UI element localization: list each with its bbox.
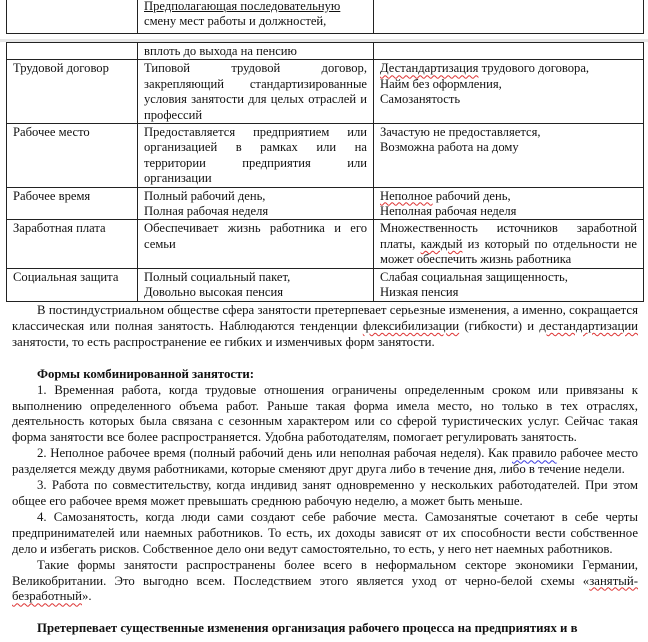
bottom-bold-line: Претерпевает существенные изменения организация рабочего процесса на предприятиях и в [37, 621, 578, 636]
spellcheck-word: каждый [420, 236, 463, 251]
table-cell [374, 220, 644, 268]
table-cell [138, 268, 374, 301]
cell-line: Возможна работа на дому [380, 140, 519, 155]
table-fragment-top [6, 0, 644, 34]
cell-text: рабочий день, [432, 188, 511, 203]
table-cell [374, 124, 644, 188]
cell-line: смену мест работы и должностей, [144, 14, 327, 29]
spellcheck-word: занятый-безработный [12, 573, 638, 604]
cell-line: Найм без оформления, [380, 76, 502, 91]
text-span: занятости, то есть распространение ее гибких и изменчивых форм занятости. [12, 334, 435, 349]
table-cell [7, 0, 138, 34]
table-cell: Типовой трудовой договор, закрепляющий стандартизированные условия занятости для целых отраслей и профессий [138, 60, 374, 124]
row-label: Рабочее время [7, 187, 138, 220]
cell-line: Слабая социальная защищенность, [380, 269, 568, 284]
blank-line [12, 351, 638, 367]
table-cell: Обеспечивает жизнь работника и его семьи [138, 220, 374, 268]
list-item: 1. Временная работа, когда трудовые отношения ограничены определенным сроком или привязаны к выполнению определенного объема работ. Раньше такая форма имела место, но только в тех отраслях, деятельность которых была связана с сезонным характером или со сферой туристических услуг. Сейчас такая форма занятости все более распространяется. Удобна работодателям, помогает регулировать занятость. [12, 382, 638, 445]
cell-text: Множественность источников заработной платы, [380, 221, 637, 251]
cell-line [380, 61, 637, 76]
cell-line [380, 189, 637, 204]
table-cell [7, 43, 138, 60]
forms-heading: Формы комбинированной занятости: [37, 366, 254, 381]
text-span: В постиндустриальном обществе сфера занятости претерпевает серьезные изменения, а именно, сокращается классическая или полная занятость. Наблюдаются тенденции [12, 303, 638, 333]
employment-comparison-table [6, 42, 644, 302]
table-row [7, 187, 644, 220]
table-cell [374, 187, 644, 220]
list-item: 3. Работа по совместительству, когда индивид занят одновременно у нескольких работодателей. При этом общее его рабочее время может превышать среднюю рабочую неделю, а может быть меньше. [12, 478, 638, 508]
table-row [7, 0, 644, 34]
cell-text: из который по отдельности не может обеспечить жизнь работника [380, 236, 637, 267]
row-label: Рабочее место [7, 124, 138, 188]
list-item [12, 446, 638, 478]
text-span: Такие формы занятости распространены более всего в неформальном секторе экономики Германии, Великобритании. Это выгодно всем. Последствием этого является уход от черно-белой схемы « [12, 557, 638, 588]
table-cell [138, 0, 374, 34]
table-row [7, 60, 644, 124]
cell-line: Довольно высокая пенсия [144, 285, 284, 300]
list-item: 4. Самозанятость, когда люди сами создают себе рабочие места. Самозанятые сочетают в себе черты предпринимателей или наемных работников. То есть, их доходы зависят от их способности вести собственное дело и избегать рисков. Собственное дело они ведут самостоятельно, то есть, у него нет наемных работников. [12, 509, 638, 556]
spellcheck-word: Неполное [380, 188, 433, 203]
text-span: 2. Неполное рабочее время (полный рабочий день или неполная рабочая неделя). Как [37, 446, 512, 461]
cell-line: Полная рабочая неделя [144, 204, 269, 219]
cell-line: Полный социальный пакет, [144, 269, 291, 284]
body-text [12, 303, 638, 637]
intro-paragraph [12, 303, 638, 351]
grammar-word: правило [512, 446, 557, 461]
spellcheck-word: флексибилизации [362, 318, 460, 333]
table-cell [138, 187, 374, 220]
table-cell [374, 43, 644, 60]
closing-paragraph [12, 558, 638, 606]
table-row [7, 268, 644, 301]
cell-text: трудового договора, [478, 61, 590, 76]
table-cell [374, 60, 644, 124]
spellcheck-word: дестандартизации [539, 318, 639, 333]
cell-line: Зачастую не предоставляется, [380, 125, 541, 140]
table-cell: вплоть до выхода на пенсию [138, 43, 374, 60]
table-row [7, 220, 644, 268]
spellcheck-word: Дестандартизация [380, 61, 479, 76]
row-label: Социальная защита [7, 268, 138, 301]
text-span: (гибкости) и [459, 318, 540, 333]
cell-line: Полный рабочий день, [144, 188, 266, 203]
row-label: Трудовой договор [7, 60, 138, 124]
table-cell: Предоставляется предприятием или организацией в рамках или на территории предприятия или организации [138, 124, 374, 188]
table-row [7, 43, 644, 60]
cell-line: Самозанятость [380, 92, 461, 107]
cell-line: Низкая пенсия [380, 285, 459, 300]
cell-line: Предполагающая последовательную [144, 0, 341, 13]
blank-line [12, 605, 638, 621]
table-row [7, 124, 644, 188]
row-label: Заработная плата [7, 220, 138, 268]
text-span: рабочее место разделяется между двумя работниками, которые сменяют друг друга либо в течение дня, либо в течение недели. [12, 446, 638, 477]
table-cell [374, 268, 644, 301]
cell-line: Неполная рабочая неделя [380, 204, 517, 219]
text-span: ». [81, 589, 92, 604]
table-cell [374, 0, 644, 34]
